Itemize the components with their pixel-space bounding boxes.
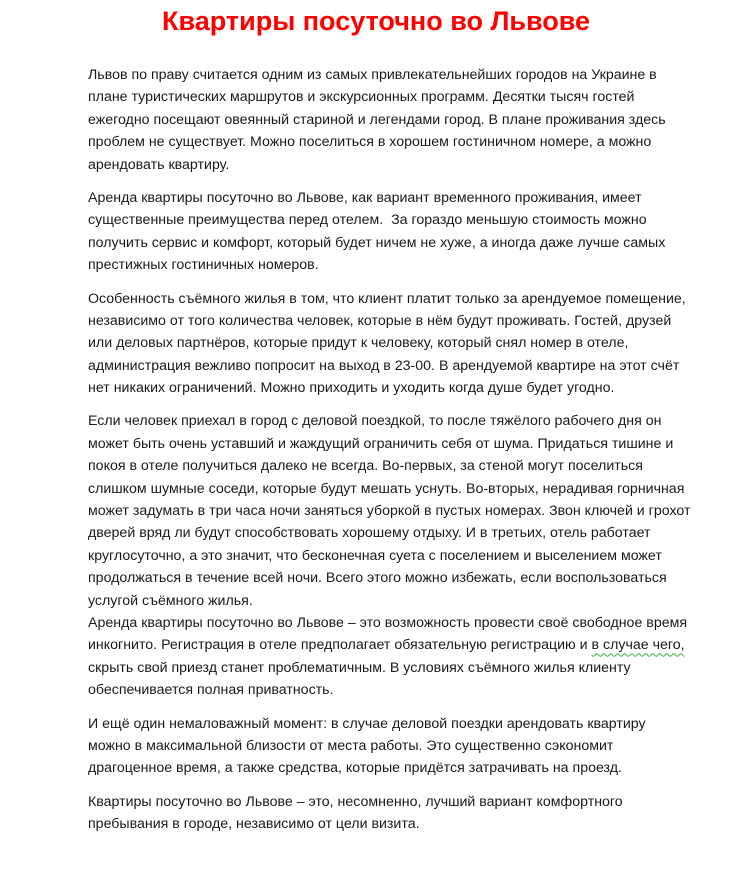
text-line: нет никаких ограничений. Можно приходить и уходить когда душе будет угодно. xyxy=(88,380,615,397)
text-line: дверей вряд ли будут способствовать хорошему отдыху. И в третьих, отель работает xyxy=(88,525,651,542)
paragraph-features xyxy=(88,288,724,400)
paragraph-intro xyxy=(88,64,724,176)
grammar-check-underline[interactable]: в случае чего, xyxy=(591,637,685,654)
document-body xyxy=(88,64,724,847)
text-line: получить сервис и комфорт, который будет ничем не хуже, а иногда даже лучше самых xyxy=(88,234,666,251)
paragraph-advantages xyxy=(88,187,724,277)
text-line: ежегодно посещают овеянный стариной и легендами город. В плане проживания здесь xyxy=(88,111,666,128)
text-line: обеспечивается полная приватность. xyxy=(88,682,334,699)
text-line xyxy=(88,634,724,656)
paragraph-conclusion xyxy=(88,791,724,836)
text-line: Аренда квартиры посуточно во Львове, как вариант временного проживания, имеет xyxy=(88,189,642,206)
text-segment: инкогнито. Регистрация в отеле предполагает обязательную регистрацию и xyxy=(88,637,592,654)
text-line: может быть очень уставший и жаждущий ограничить себя от шума. Придаться тишине и xyxy=(88,435,674,452)
text-line: проблем не существует. Можно поселиться в хорошем гостиничном номере, а можно xyxy=(88,134,652,151)
paragraph-privacy xyxy=(88,612,724,702)
paragraph-location xyxy=(88,713,724,780)
text-line: может задумать в три часа ночи заняться уборкой в пустых номерах. Звон ключей и грохот xyxy=(88,503,691,520)
document-title: Квартиры посуточно во Львове xyxy=(162,6,590,36)
text-line: продолжаться в течение всей ночи. Всего этого можно избежать, если воспользоваться xyxy=(88,570,667,587)
text-line: драгоценное время, а также средства, которые придётся затрачивать на проезд. xyxy=(88,760,622,777)
text-line: Если человек приехал в город с деловой поездкой, то после тяжёлого рабочего дня он xyxy=(88,413,662,430)
text-line: арендовать квартиру. xyxy=(88,156,230,173)
text-line: существенные преимущества перед отелем. За гораздо меньшую стоимость можно xyxy=(88,212,647,229)
text-line: престижных гостиничных номеров. xyxy=(88,257,319,274)
text-line: можно в максимальной близости от места работы. Это существенно сэкономит xyxy=(88,737,614,754)
text-line: Львов по праву считается одним из самых привлекательнейших городов на Украине в xyxy=(88,67,657,83)
text-line: или деловых партнёров, которые придут к человеку, который снял номер в отеле, xyxy=(88,335,629,352)
text-line: И ещё один немаловажный момент: в случае деловой поездки арендовать квартиру xyxy=(88,715,646,732)
text-line: Квартиры посуточно во Львове – это, несомненно, лучший вариант комфортного xyxy=(88,793,623,810)
text-line: плане туристических маршрутов и экскурсионных программ. Десятки тысяч гостей xyxy=(88,89,635,106)
text-line: пребывания в городе, независимо от цели визита. xyxy=(88,816,420,833)
text-line: Особенность съёмного жилья в том, что клиент платит только за арендуемое помещение, xyxy=(88,290,686,307)
text-line: независимо от того количества человек, которые в нём будут проживать. Гостей, друзей xyxy=(88,312,672,329)
text-line: скрыть свой приезд станет проблематичным. В условиях съёмного жилья клиенту xyxy=(88,659,631,676)
text-line: круглосуточно, а это значит, что бесконечная суета с поселением и выселением может xyxy=(88,547,662,564)
paragraph-business-trip xyxy=(88,410,724,612)
text-line: администрация вежливо попросит на выход в 23-00. В арендуемой квартире на этот счёт xyxy=(88,357,680,374)
text-line: слишком шумные соседи, которые будут мешать уснуть. Во-вторых, нерадивая горничная xyxy=(88,480,685,497)
text-line: покоя в отеле получиться далеко не всегда. Во-первых, за стеной могут поселиться xyxy=(88,458,643,475)
text-line: Аренда квартиры посуточно во Львове – это возможность провести своё свободное время xyxy=(88,614,688,631)
text-line: услугой съёмного жилья. xyxy=(88,592,253,609)
